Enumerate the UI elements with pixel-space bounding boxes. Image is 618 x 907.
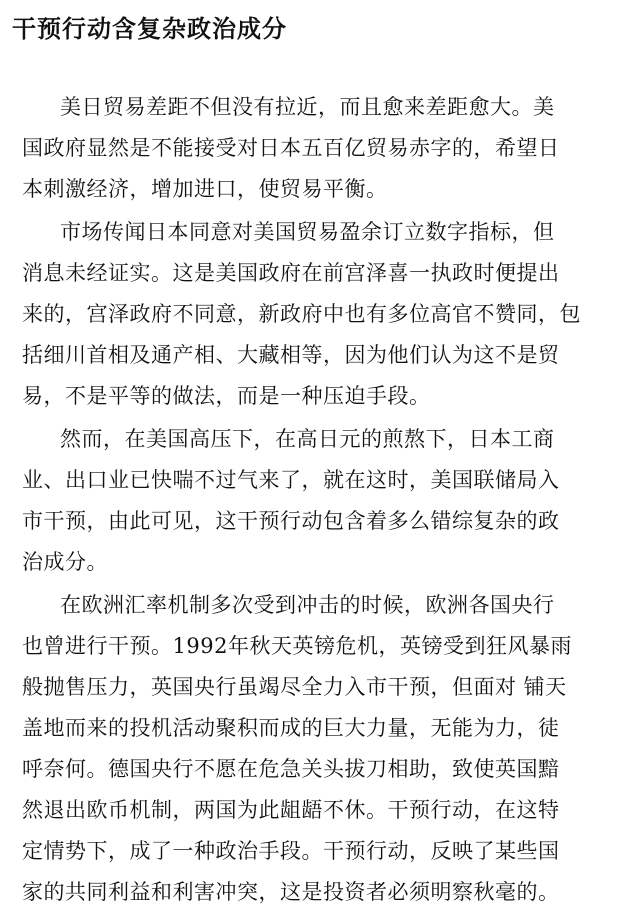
text-line: 本刺激经济，增加进口，使贸易平衡。: [22, 177, 388, 201]
text-line: 定情势下，成了一种政治手段。干预行动，反映了某些国: [22, 839, 560, 863]
text-line: 市场传闻日本同意对美国贸易盈余订立数字指标，但: [60, 220, 555, 244]
page-title: 干预行动含复杂政治成分: [12, 15, 287, 43]
text-line: 业、出口业已快喘不过气来了，就在这时，美国联储局入: [22, 468, 560, 492]
text-line: 也曾进行干预。1992年秋天英镑危机，英镑受到狂风暴雨: [22, 634, 572, 658]
text-line: 市干预，由此可见，这干预行动包含着多么错综复杂的政: [22, 509, 560, 533]
text-line: 盖地而来的投机活动聚积而成的巨大力量，无能为力，徒: [22, 716, 560, 740]
text-line: 家的共同利益和利害冲突，这是投资者必须明察秋毫的。: [22, 880, 560, 904]
text-line: 易，不是平等的做法，而是一种压迫手段。: [22, 384, 431, 408]
text-line: 美日贸易差距不但没有拉近，而且愈来差距愈大。美: [60, 95, 555, 119]
text-line: 在欧洲汇率机制多次受到冲击的时候，欧洲各国央行: [60, 593, 555, 617]
text-line: 来的，宫泽政府不同意，新政府中也有多位高官不赞同，包: [22, 302, 581, 326]
text-line: 消息未经证实。这是美国政府在前宫泽喜一执政时便提出: [22, 261, 560, 285]
text-line: 国政府显然是不能接受对日本五百亿贸易赤字的，希望日: [22, 136, 560, 160]
text-line: 呼奈何。德国央行不愿在危急关头拔刀相助，致使英国黯: [22, 757, 560, 781]
text-line: 治成分。: [22, 550, 108, 574]
text-line: 括细川首相及通产相、大藏相等，因为他们认为这不是贸: [22, 343, 560, 367]
text-line: 然退出欧币机制，两国为此龃龉不休。干预行动，在这特: [22, 798, 560, 822]
text-line: 般抛售压力，英国央行虽竭尽全力入市干预，但面对 铺天: [22, 675, 567, 699]
text-line: 然而，在美国高压下，在高日元的煎熬下，日本工商: [60, 427, 555, 451]
